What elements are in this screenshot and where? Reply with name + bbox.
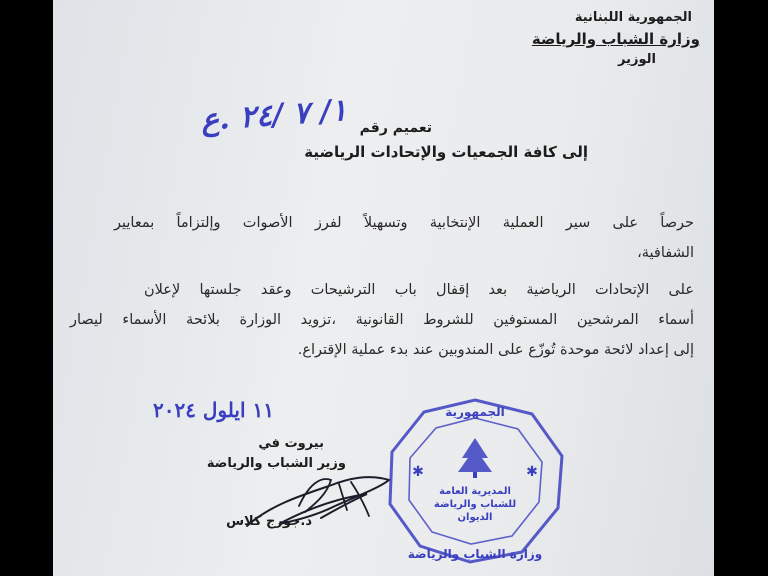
signature-name: د.جورج كلاس (226, 514, 312, 529)
signature-title: وزير الشباب والرياضة (206, 456, 346, 471)
body-p2-line2: أسماء المرشحين المستوفين للشروط القانونية ،تزويد الوزارة بلائحة الأسماء ليصار (70, 312, 694, 328)
stamp-outer-bottom: وزارة الشباب والرياضة (407, 547, 543, 561)
circular-handwritten-number: ١/ ٧ /٢٤ .ع (199, 92, 349, 139)
document-page (53, 0, 714, 576)
body-p1-line2: الشفافية، (637, 245, 694, 261)
stamp-inner-3: الديوان (457, 512, 493, 523)
circular-label: تعميم رقم (359, 120, 432, 136)
header-republic: الجمهورية اللبنانية (574, 10, 692, 25)
header-ministry: وزارة الشباب والرياضة (531, 30, 700, 48)
stamp-inner-1: المديرية العامة (439, 486, 511, 497)
svg-text:✱: ✱ (526, 464, 538, 480)
handwritten-date: ١١ ايلول ٢٠٢٤ (153, 398, 274, 422)
stamp-outer-top: الجمهورية (445, 405, 505, 419)
addressee: إلى كافة الجمعيات والإتحادات الرياضية (304, 143, 588, 161)
body-p1-line1: حرصاً على سير العملية الإنتخابية وتسهيلاً لفرز الأصوات وإلتزاماً بمعايير (114, 215, 694, 231)
body-p2-line1: على الإتحادات الرياضية بعد إقفال باب الترشيحات وعقد جلستها لإعلان (144, 282, 694, 298)
stamp-inner-2: للشباب والرياضة (433, 499, 517, 510)
official-stamp (382, 396, 568, 564)
signature-place: بيروت في (258, 436, 324, 451)
body-p2-line3: إلى إعداد لائحة موحدة تُوزّع على المندوبين عند بدء عملية الإقتراع. (297, 342, 694, 358)
svg-text:✱: ✱ (412, 464, 424, 480)
header-minister: الوزير (618, 52, 656, 67)
cedar-tree-icon (458, 438, 492, 478)
